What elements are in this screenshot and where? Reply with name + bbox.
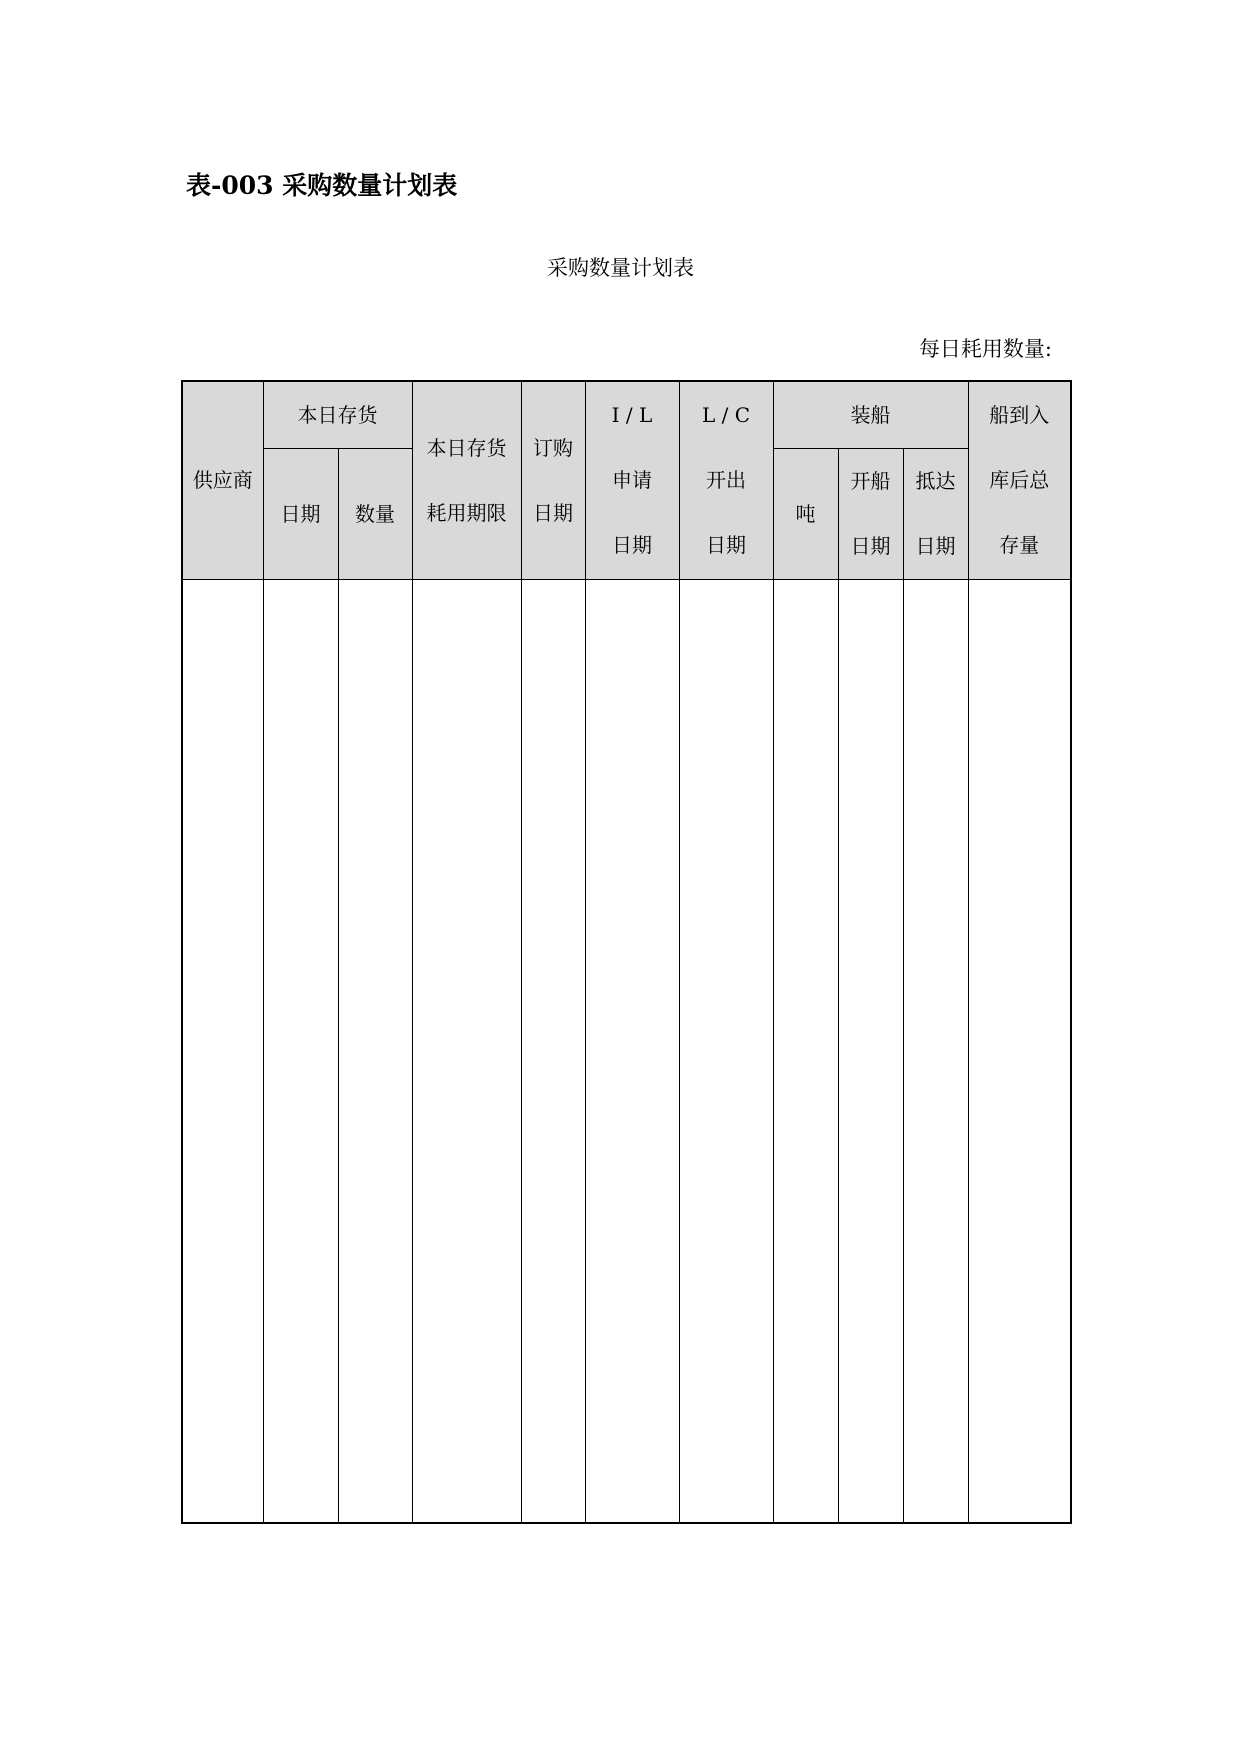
header-total-line-1: 船到入 <box>989 403 1050 427</box>
header-order-date <box>521 381 585 580</box>
header-lc-line-3: 日期 <box>706 533 746 557</box>
header-lc-line-2: 开出 <box>706 468 746 492</box>
header-total-line-3: 存量 <box>999 533 1040 557</box>
cell-stock-quantity[interactable] <box>338 580 412 1524</box>
header-stock-period-text: 本日存货耗用期限 <box>426 435 507 525</box>
header-supplier: 供应商 <box>182 381 263 580</box>
cell-arrive-date[interactable] <box>903 580 968 1524</box>
cell-stock-date[interactable] <box>263 580 338 1524</box>
header-order-date-line-2: 日期 <box>533 500 573 525</box>
header-stock-quantity: 数量 <box>338 449 412 580</box>
header-stock-period <box>412 381 521 580</box>
header-il-line-2: 申请 <box>612 468 652 492</box>
header-arrive-date <box>903 449 968 580</box>
purchase-plan-table <box>181 380 1072 1524</box>
cell-lc-open-date[interactable] <box>679 580 773 1524</box>
table-caption: 采购数量计划表 <box>547 256 694 280</box>
header-total-line-2: 库后总 <box>989 468 1050 492</box>
header-sail-line-1: 开船 <box>850 469 891 493</box>
header-lc-open-date <box>679 381 773 580</box>
header-il-line-3: 日期 <box>612 533 652 557</box>
cell-order-date[interactable] <box>521 580 585 1524</box>
header-lc-line-1: L / C <box>701 403 751 427</box>
table-row <box>182 580 1071 1524</box>
header-il-apply-date <box>585 381 679 580</box>
header-stock-today: 本日存货 <box>263 381 412 449</box>
daily-usage-label: 每日耗用数量: <box>918 337 1052 361</box>
cell-stock-period[interactable] <box>412 580 521 1524</box>
header-arrive-line-2: 日期 <box>915 534 956 558</box>
header-shipment: 装船 <box>773 381 968 449</box>
header-arrive-line-1: 抵达 <box>915 469 956 493</box>
header-sail-line-2: 日期 <box>850 534 891 558</box>
cell-il-apply-date[interactable] <box>585 580 679 1524</box>
header-total-stock <box>968 381 1071 580</box>
header-il-line-1: I / L <box>611 403 653 427</box>
header-shipment-ton: 吨 <box>773 449 838 580</box>
cell-sail-date[interactable] <box>838 580 903 1524</box>
cell-total-stock[interactable] <box>968 580 1071 1524</box>
cell-shipment-ton[interactable] <box>773 580 838 1524</box>
header-order-date-line-1: 订购 <box>533 435 573 460</box>
document-heading: 表-003 采购数量计划表 <box>186 171 458 200</box>
cell-supplier[interactable] <box>182 580 263 1524</box>
header-sail-date <box>838 449 903 580</box>
header-stock-date: 日期 <box>263 449 338 580</box>
